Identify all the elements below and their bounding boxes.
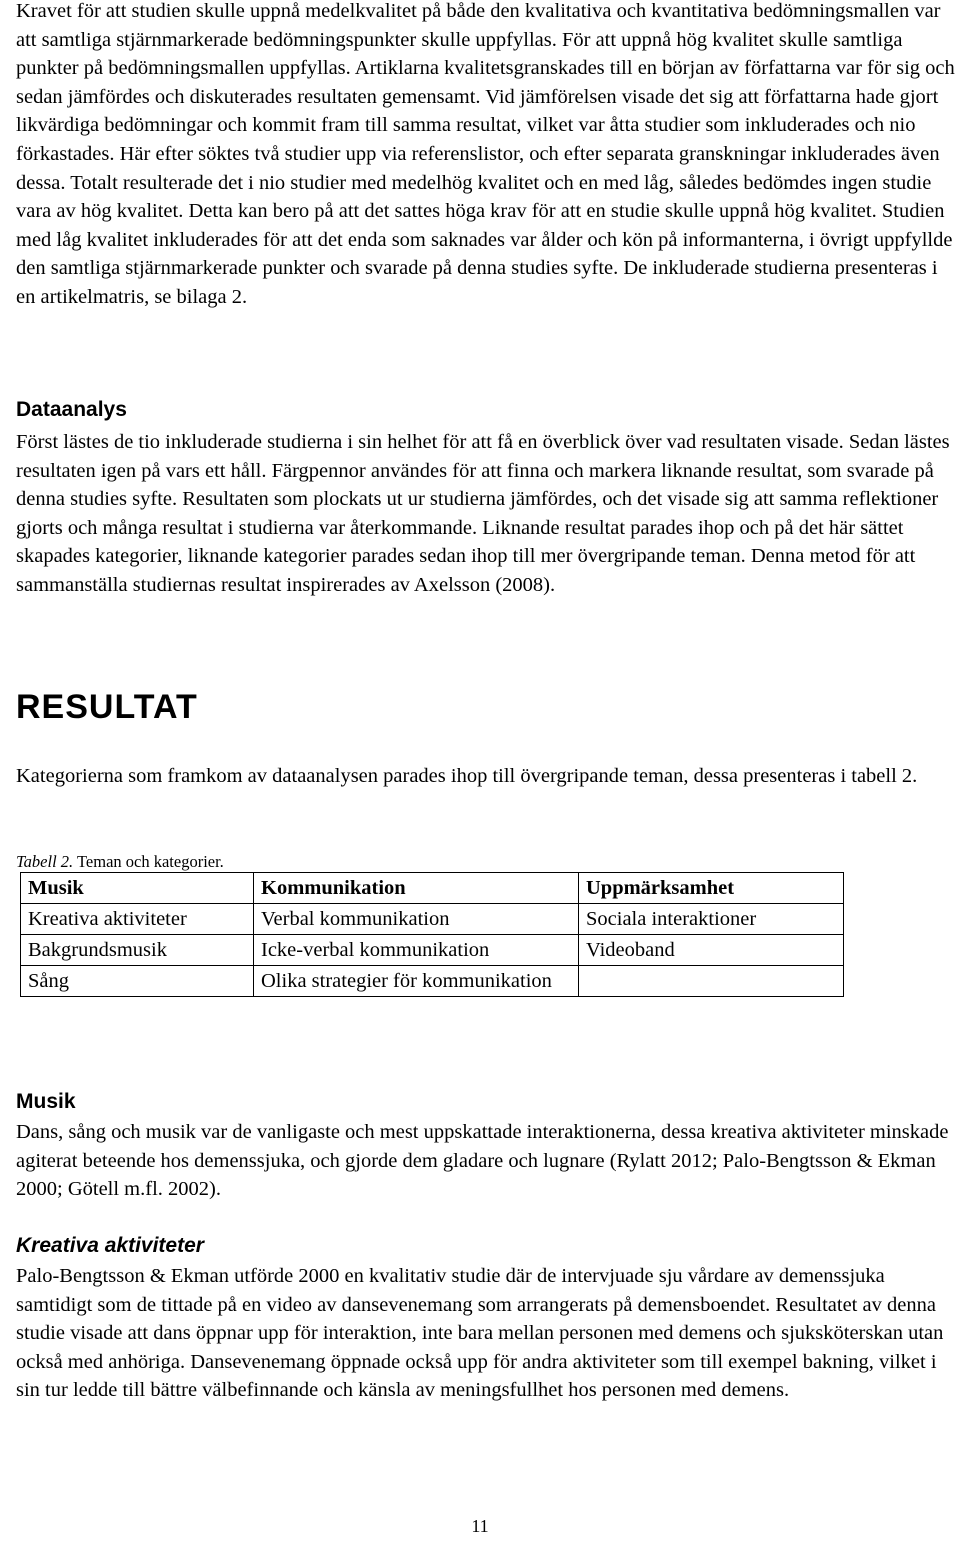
table-header-cell: Uppmärksamhet	[579, 873, 844, 904]
table-caption-label: Tabell 2.	[16, 852, 74, 871]
table-cell: Bakgrundsmusik	[21, 935, 254, 966]
table-cell: Olika strategier för kommunikation	[254, 966, 579, 997]
themes-table	[20, 872, 844, 997]
page-number: 11	[471, 1516, 489, 1536]
intro-paragraph: Kravet för att studien skulle uppnå medelkvalitet på både den kvalitativa och kvantitativa bedömningsmallen var att samtliga stjärnmarkerade bedömningspunkter skulle uppfyllas. För att uppnå hög kvalitet skulle samtliga punkter på bedömningsmallen uppfyllas. Artiklarna kvalitetsgranskades till en början av författarna var för sig och sedan jämfördes och diskuterades resultaten gemensamt. Vid jämförelsen visade det sig att författarna hade gjort likvärdiga bedömningar och kommit fram till samma resultat, vilket var åtta studier som inkluderades och nio förkastades. Här efter söktes två studier upp via referenslistor, och efter separata granskningar inkluderades även dessa. Totalt resulterade det i nio studier med medelhög kvalitet och en med låg, således bedömdes ingen studie vara av hög kvalitet. Detta kan bero på att det sattes höga krav för att en studie skulle uppnå hög kvalitet. Studien med låg kvalitet inkluderades för att det enda som saknades var ålder och kön på informanterna, i övrigt uppfyllde den samtliga stjärnmarkerade punkter och svarade på denna studies syfte. De inkluderade studierna presenteras i en artikelmatris, se bilaga 2.	[16, 0, 955, 308]
table-cell: Icke-verbal kommunikation	[254, 935, 579, 966]
table-cell: Videoband	[579, 935, 844, 966]
table-row	[21, 966, 844, 997]
resultat-paragraph: Kategorierna som framkom av dataanalysen parades ihop till övergripande teman, dessa presenteras i tabell 2.	[16, 765, 918, 787]
table-cell: Sång	[21, 966, 254, 997]
musik-paragraph: Dans, sång och musik var de vanligaste och mest uppskattade interaktionerna, dessa kreativa aktiviteter minskade agiterat beteende hos demenssjuka, och gjorde dem gladare och lugnare (Rylatt 2012; Palo-Bengtsson & Ekman 2000; Götell m.fl. 2002).	[16, 1121, 949, 1201]
heading-dataanalys: Dataanalys	[16, 398, 127, 421]
table-cell: Verbal kommunikation	[254, 904, 579, 935]
dataanalys-paragraph: Först lästes de tio inkluderade studierna i sin helhet för att få en överblick över vad resultaten visade. Sedan lästes resultaten igen på vars ett håll. Färgpennor användes för att finna och markera liknande resultat, som svarade på denna studies syfte. Resultaten som plockats ut ur studierna jämfördes, och det visade sig att samma reflektioner gjorts och många resultat i studierna var återkommande. Liknande resultat parades ihop och på det här sättet skapades kategorier, liknande kategorier parades sedan ihop till mer övergripande teman. Denna metod för att sammanställa studiernas resultat inspirerades av Axelsson (2008).	[16, 431, 950, 596]
table-cell: Sociala interaktioner	[579, 904, 844, 935]
table-header-cell: Kommunikation	[254, 873, 579, 904]
table-row	[21, 935, 844, 966]
table-header-row	[21, 873, 844, 904]
heading-musik: Musik	[16, 1090, 76, 1113]
table-cell: Kreativa aktiviteter	[21, 904, 254, 935]
heading-resultat: RESULTAT	[16, 688, 198, 726]
table-cell	[579, 966, 844, 997]
kreativa-paragraph: Palo-Bengtsson & Ekman utförde 2000 en kvalitativ studie där de intervjuade sju vårdare av demenssjuka samtidigt som de tittade på en video av dansevenemang som arrangerats på demensboendet. Resultatet av denna studie visade att dans öppnar upp för interaktion, inte bara mellan personen med demens och sjuksköterskan utan också med anhöriga. Dansevenemang öppnade också upp för andra aktiviteter som till exempel bakning, vilket i sin tur ledde till bättre välbefinnande och känsla av meningsfullhet hos personen med demens.	[16, 1265, 944, 1402]
heading-kreativa-aktiviteter: Kreativa aktiviteter	[16, 1234, 204, 1257]
table-header-cell: Musik	[21, 873, 254, 904]
table-caption-text: Teman och kategorier.	[73, 852, 224, 871]
table-row	[21, 904, 844, 935]
